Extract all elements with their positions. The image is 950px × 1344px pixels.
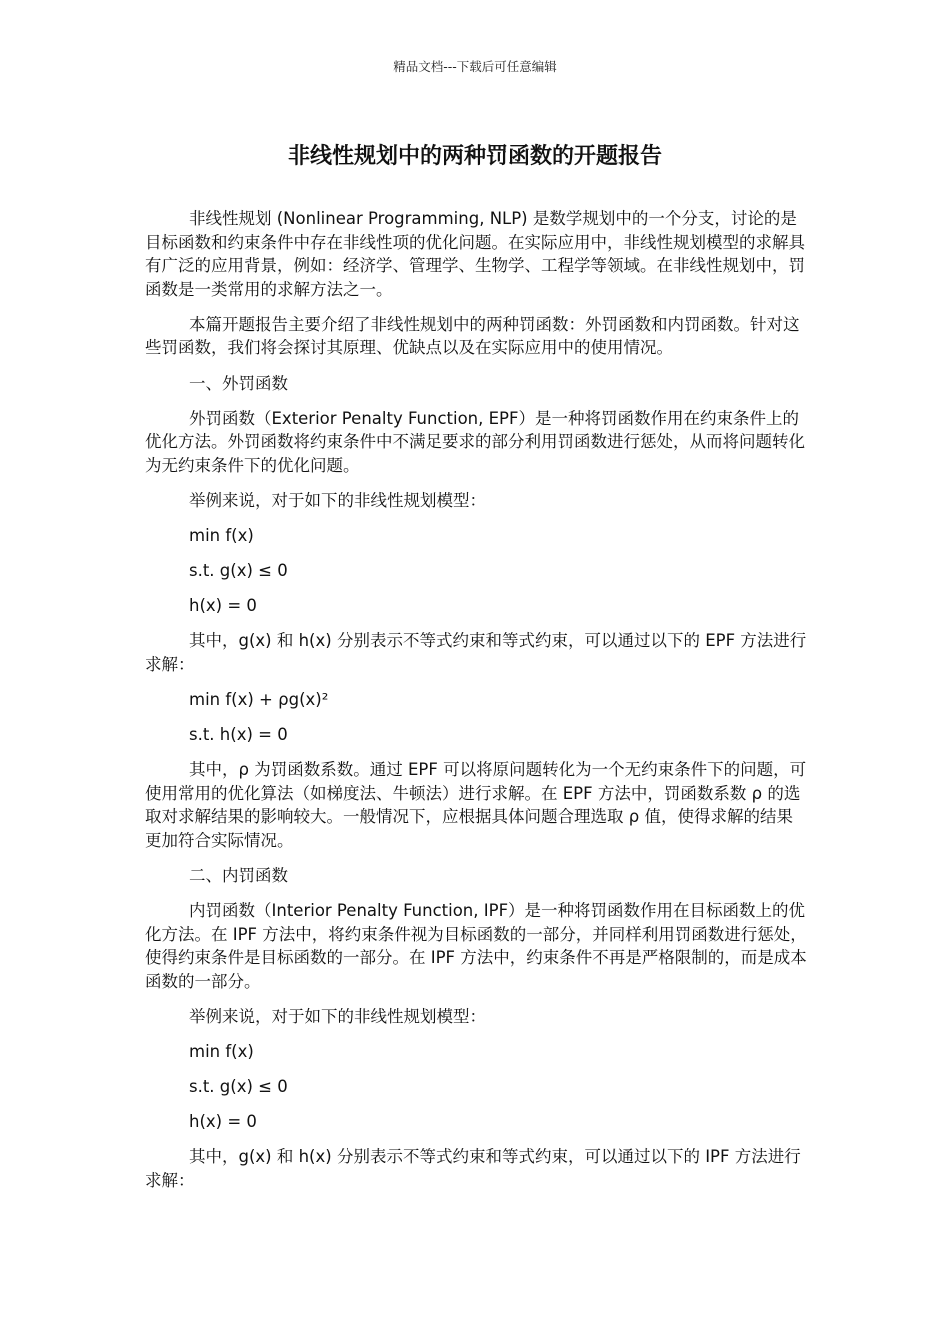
paragraph-epf-method: 其中，g(x) 和 h(x) 分别表示不等式约束和等式约束，可以通过以下的 EPF 方法进行求解： (145, 631, 807, 674)
formula-line: s.t. h(x) = 0 (189, 725, 288, 745)
paragraph-ipf-definition: 内罚函数（Interior Penalty Function, IPF）是一种将罚函数作用在目标函数上的优化方法。在 IPF 方法中，将约束条件视为目标函数的一部分，并同样利用罚函数进行惩处，使得约束条件是目标函数的一部分。在 IPF 方法中，约束条件不再是严格限制的，而是成本函数的一部分。 (145, 901, 807, 991)
document-title: 非线性规划中的两种罚函数的开题报告 (287, 144, 662, 169)
formula-line: min f(x) (189, 1042, 254, 1062)
paragraph-example-intro: 举例来说，对于如下的非线性规划模型： (189, 1007, 486, 1027)
paragraph-epf-definition: 外罚函数（Exterior Penalty Function, EPF）是一种将罚函数作用在约束条件上的优化方法。外罚函数将约束条件中不满足要求的部分利用罚函数进行惩处，从而将问题转化为无约束条件下的优化问题。 (145, 408, 805, 475)
paragraph-epf-discussion: 其中，ρ 为罚函数系数。通过 EPF 可以将原问题转化为一个无约束条件下的问题，可使用常用的优化算法（如梯度法、牛顿法）进行求解。在 EPF 方法中，罚函数系数 ρ 的选取对求解结果的影响较大。一般情况下，应根据具体问题合理选取 ρ 值，使得求解的结果更加符合实际情况。 (145, 760, 807, 850)
formula-line: min f(x) + ρg(x)² (189, 690, 329, 709)
paragraph-intro: 非线性规划 (Nonlinear Programming, NLP) 是数学规划中的一个分支，讨论的是目标函数和约束条件中存在非线性项的优化问题。在实际应用中，非线性规划模型的求解具有广泛的应用背景，例如：经济学、管理学、生物学、工程学等领域。在非线性规划中，罚函数是一类常用的求解方法之一。 (145, 209, 805, 299)
header-note: 精品文档---下载后可任意编辑 (393, 59, 557, 74)
formula-line: h(x) = 0 (189, 1112, 257, 1132)
paragraph-overview: 本篇开题报告主要介绍了非线性规划中的两种罚函数：外罚函数和内罚函数。针对这些罚函数，我们将会探讨其原理、优缺点以及在实际应用中的使用情况。 (145, 314, 800, 358)
section-heading-exterior: 一、外罚函数 (189, 373, 288, 393)
paragraph-ipf-method: 其中，g(x) 和 h(x) 分别表示不等式约束和等式约束，可以通过以下的 IPF 方法进行求解： (145, 1147, 801, 1190)
formula-line: min f(x) (189, 526, 254, 546)
formula-line: s.t. g(x) ≤ 0 (189, 1077, 288, 1097)
section-heading-interior: 二、内罚函数 (189, 866, 288, 886)
formula-line: s.t. g(x) ≤ 0 (189, 561, 288, 581)
formula-line: h(x) = 0 (189, 596, 257, 616)
document-body (145, 207, 807, 1204)
paragraph-example-intro: 举例来说，对于如下的非线性规划模型： (189, 490, 486, 510)
